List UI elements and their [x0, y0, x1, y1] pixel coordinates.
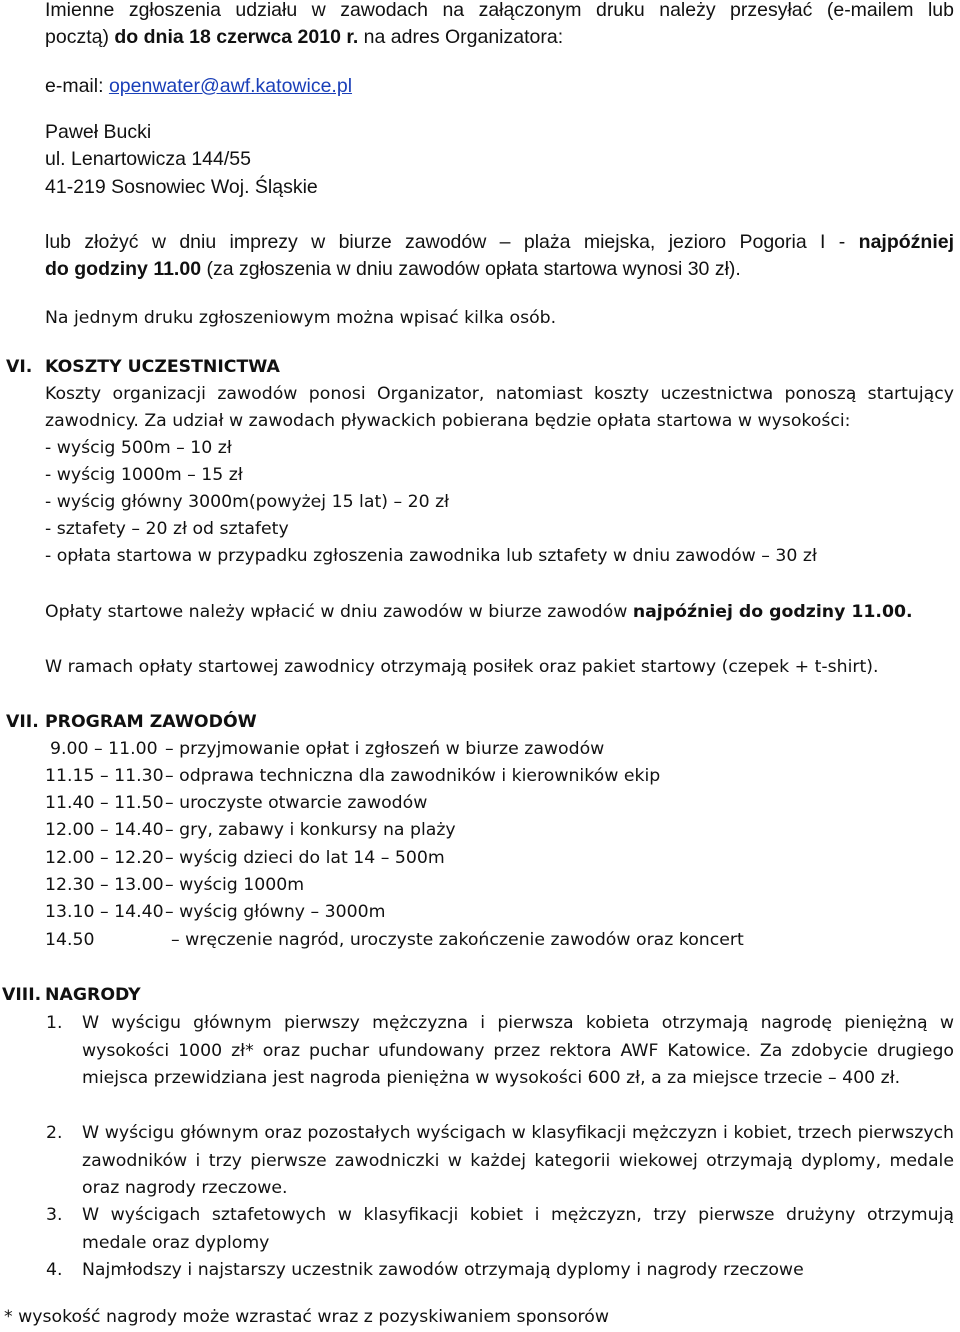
email-line [45, 73, 954, 100]
alt-line-1-text: lub złożyć w dniu imprezy w biurze zawodów – plaża miejska, jezioro Pogoria I - [45, 231, 859, 253]
section-6-p1-line-1: Koszty organizacji zawodów ponosi Organizator, natomiast koszty uczestnictwa ponoszą startujący [45, 384, 954, 404]
fee-item: - wyścig główny 3000m(powyżej 15 lat) – 20 zł [45, 492, 450, 512]
fee-item: - wyścig 500m – 10 zł [45, 438, 232, 458]
prize-item-number: 3. [46, 1205, 63, 1225]
schedule-time: 12.00 – 12.20 [45, 848, 164, 868]
deadline-date: do dnia 18 czerwca 2010 r. [114, 26, 359, 48]
email-link[interactable]: openwater@awf.katowice.pl [108, 75, 353, 97]
alt-deadline: do godziny 11.00 [45, 258, 202, 280]
alt-line-2-text: (za zgłoszenia w dniu zawodów opłata startowa wynosi 30 zł). [201, 258, 741, 280]
fee-item: - sztafety – 20 zł od sztafety [45, 519, 289, 539]
schedule-desc: – gry, zabawy i konkursy na plaży [165, 820, 456, 840]
alt-line-1-bold: najpóźniej [858, 231, 954, 253]
schedule-desc: – wyścig dzieci do lat 14 – 500m [165, 848, 445, 868]
alt-line-1 [45, 229, 954, 256]
schedule-time: 12.00 – 14.40 [45, 820, 164, 840]
prize-item-text: W wyścigu głównym oraz pozostałych wyścigach w klasyfikacji mężczyzn i kobiet, trzech pierwszych zawodników i trzy pierwsze zawodniczki w każdej kategorii wiekowej otrzymają dyplomy, medale oraz nagrody rzeczowe. [82, 1123, 954, 1198]
schedule-time: 13.10 – 14.40 [45, 902, 164, 922]
section-8-number: VIII. [2, 985, 42, 1005]
fee-item: - opłata startowa w przypadku zgłoszenia zawodnika lub sztafety w dniu zawodów – 30 zł [45, 546, 817, 566]
schedule-desc: – wyścig główny – 3000m [165, 902, 386, 922]
address-street: ul. Lenartowicza 144/55 [45, 148, 251, 170]
payment-text: Opłaty startowe należy wpłacić w dniu zawodów w biurze zawodów [45, 602, 633, 622]
intro-line-2 [45, 24, 954, 51]
prize-item-number: 4. [46, 1260, 63, 1280]
schedule-desc: – przyjmowanie opłat i zgłoszeń w biurze zawodów [165, 739, 605, 759]
email-label: e-mail: [45, 75, 109, 97]
schedule-desc: – odprawa techniczna dla zawodników i kierowników ekip [165, 766, 661, 786]
prize-item-text: W wyścigu głównym pierwszy mężczyzna i pierwsza kobieta otrzymają nagrodę pieniężną w wysokości 1000 zł* oraz puchar ufundowany przez rektora AWF Katowice. Za zdobycie drugiego miejsca przewidziana jest nagroda pieniężna w wysokości 600 zł, a za miejsce trzecie – 400 zł. [82, 1013, 954, 1088]
prize-item-text: Najmłodszy i najstarszy uczestnik zawodów otrzymają dyplomy i nagrody rzeczowe [82, 1260, 804, 1280]
section-7-title: PROGRAM ZAWODÓW [45, 712, 257, 732]
section-6-title: KOSZTY UCZESTNICTWA [45, 357, 280, 377]
section-6-p1-line-2: zawodnicy. Za udział w zawodach pływackich pobierana będzie opłata startowa w wysokości: [45, 411, 851, 431]
schedule-time: 9.00 – 11.00 [50, 739, 158, 759]
package-line: W ramach opłaty startowej zawodnicy otrzymają posiłek oraz pakiet startowy (czepek + t-shirt). [45, 657, 879, 677]
schedule-desc: – wręczenie nagród, uroczyste zakończenie zawodów oraz koncert [171, 930, 744, 950]
intro-line-2-tail: na adres Organizatora: [358, 26, 564, 48]
section-8-title: NAGRODY [45, 985, 141, 1005]
fee-item: - wyścig 1000m – 15 zł [45, 465, 243, 485]
schedule-time: 11.15 – 11.30 [45, 766, 164, 786]
address-city: 41-219 Sosnowiec Woj. Śląskie [45, 176, 318, 198]
alt-line-2 [45, 256, 954, 283]
schedule-desc: – wyścig 1000m [165, 875, 305, 895]
footnote: * wysokość nagrody może wzrastać wraz z pozyskiwaniem sponsorów [4, 1307, 609, 1327]
section-7-number: VII. [6, 712, 39, 732]
intro-line-1: Imienne zgłoszenia udziału w zawodach na załączonym druku należy przesyłać (e-mailem lub [45, 0, 954, 21]
payment-deadline: najpóźniej do godziny 11.00. [632, 602, 913, 622]
section-6-number: VI. [6, 357, 33, 377]
prize-item-number: 1. [46, 1013, 63, 1033]
prize-item-number: 2. [46, 1123, 63, 1143]
schedule-time: 11.40 – 11.50 [45, 793, 164, 813]
intro-line-2-text: pocztą) [45, 26, 115, 48]
note-multiple-persons: Na jednym druku zgłoszeniowym można wpisać kilka osób. [45, 308, 557, 328]
prize-item-text: W wyścigach sztafetowych w klasyfikacji kobiet i mężczyzn, trzy pierwsze drużyny otrzymują medale oraz dyplomy [82, 1205, 954, 1253]
address-name: Paweł Bucki [45, 121, 152, 143]
schedule-time: 12.30 – 13.00 [45, 875, 164, 895]
schedule-desc: – uroczyste otwarcie zawodów [165, 793, 428, 813]
schedule-time: 14.50 [45, 930, 95, 950]
payment-line [45, 599, 954, 626]
